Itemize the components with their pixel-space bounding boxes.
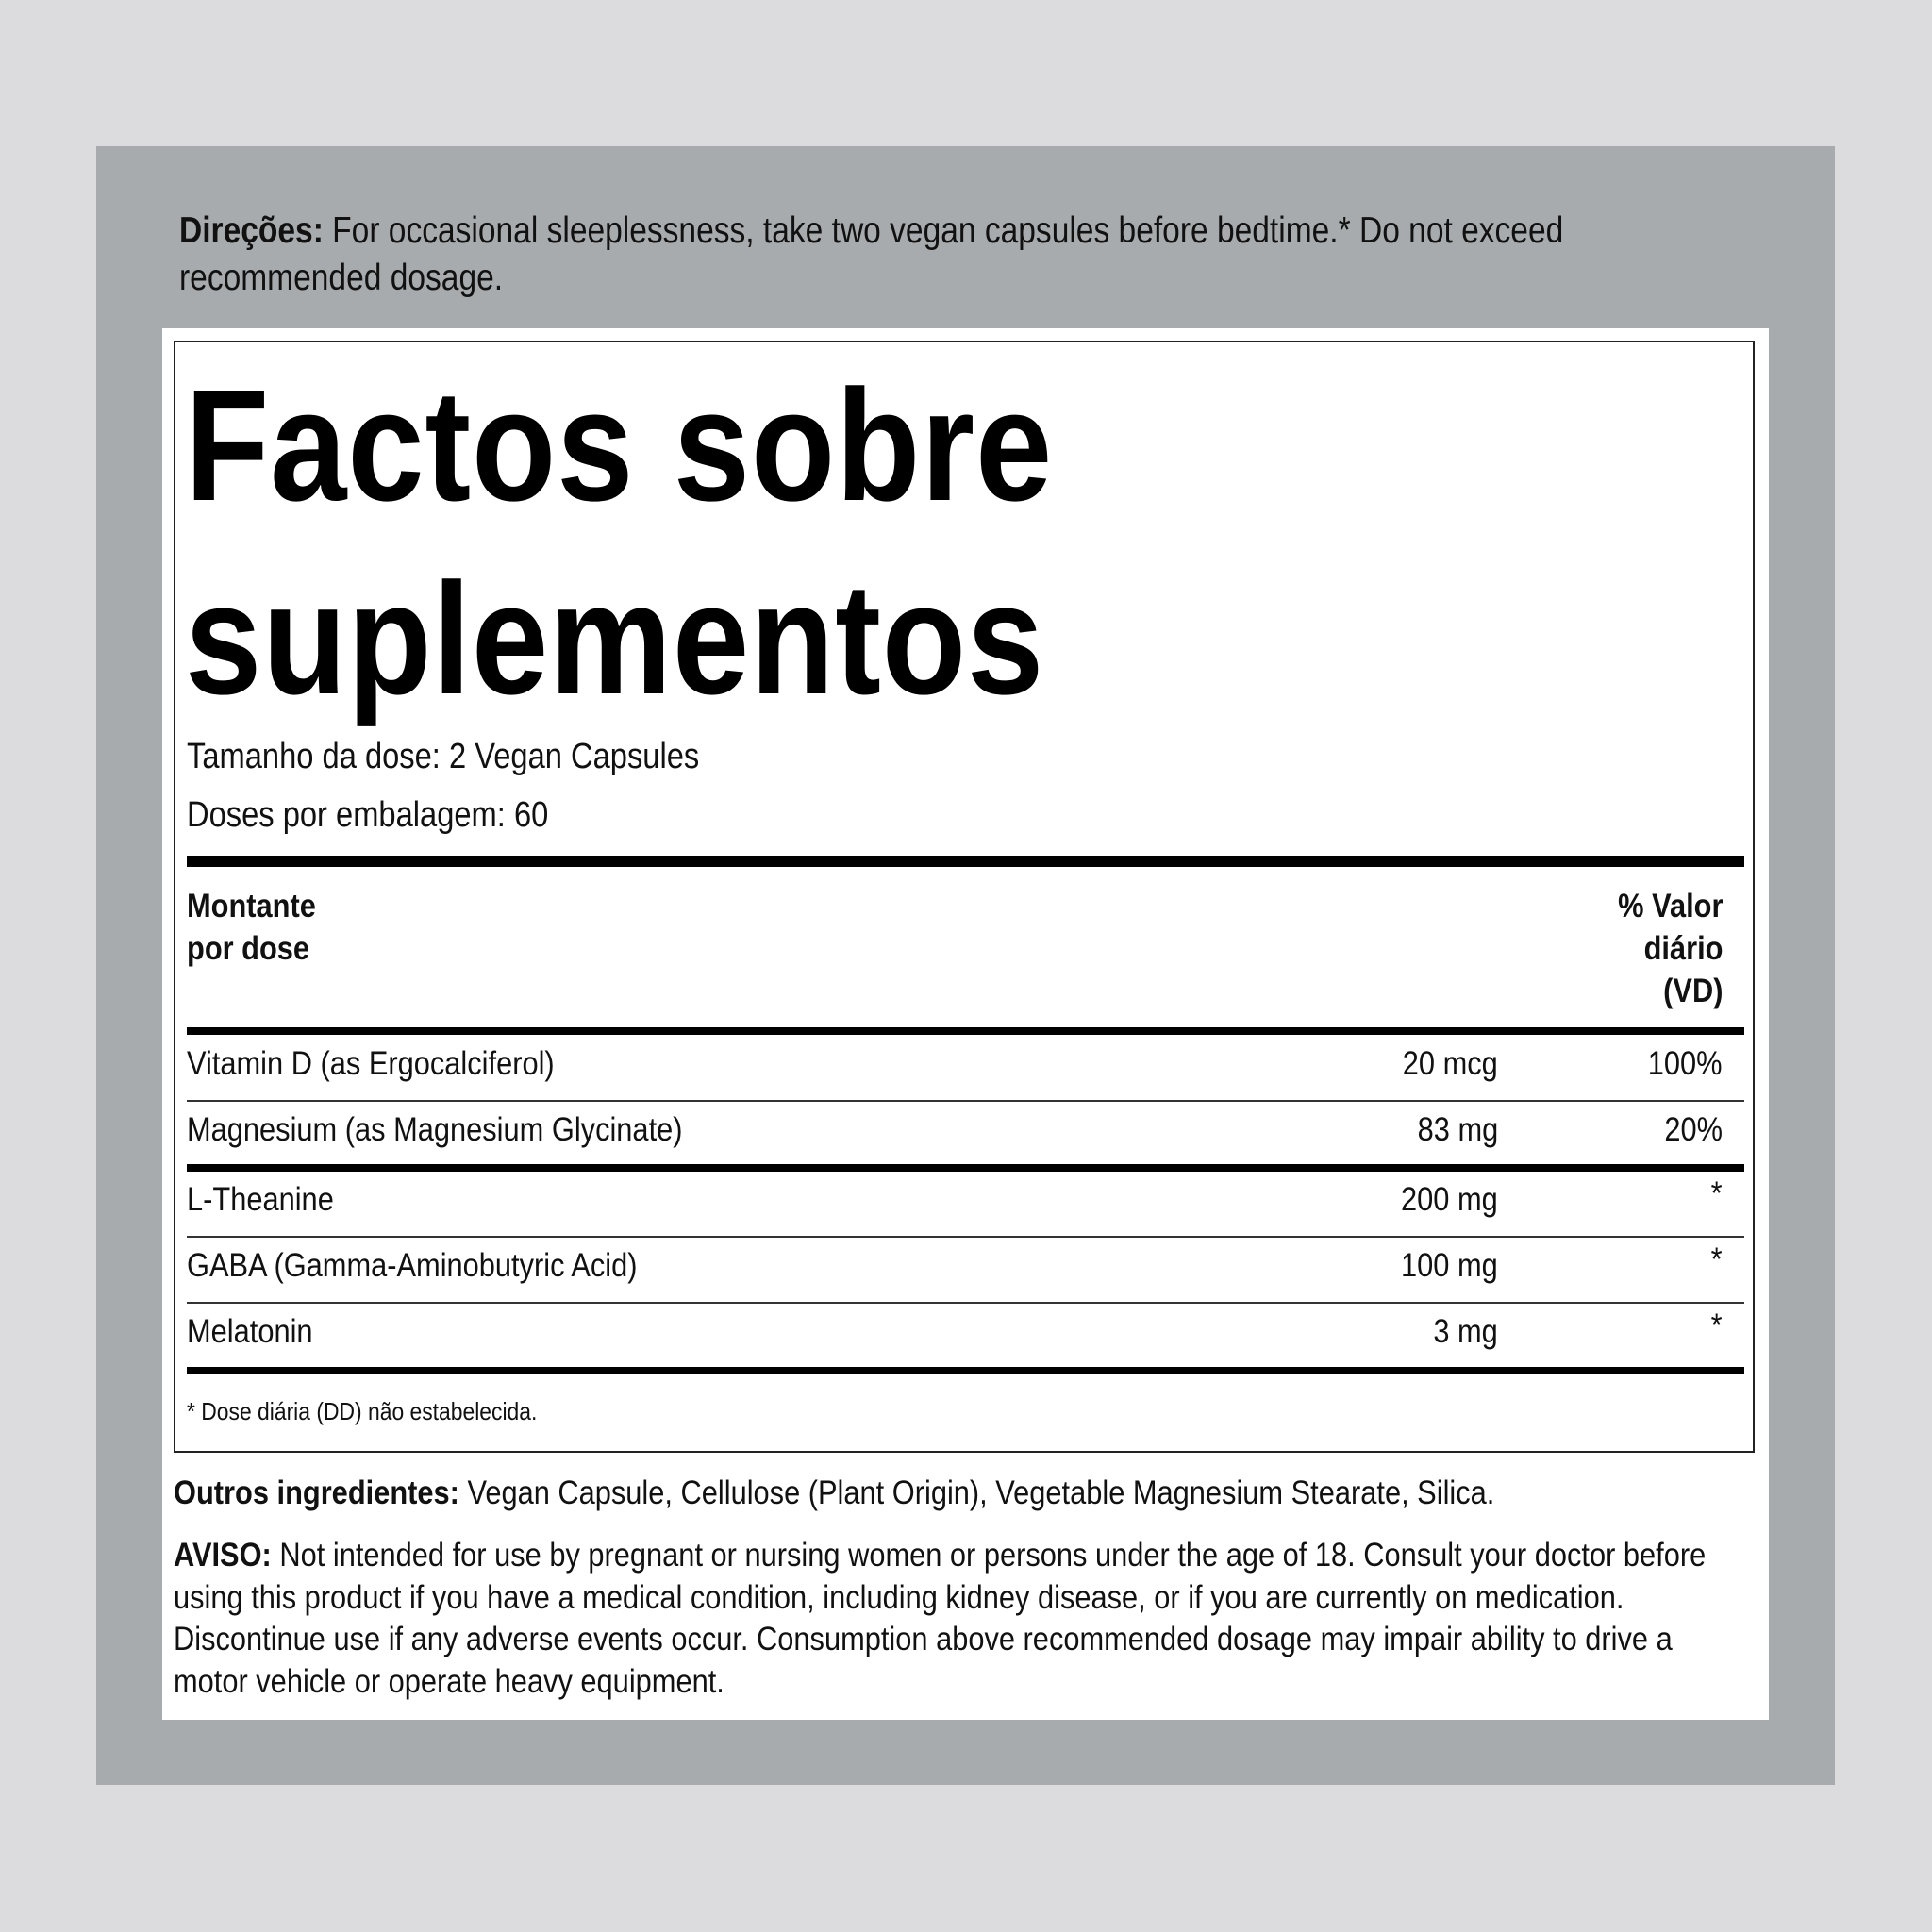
- divider-medium: [187, 1027, 1744, 1035]
- nutrient-name: Vitamin D (as Ergocalciferol): [187, 1045, 555, 1082]
- divider-thick: [187, 856, 1744, 867]
- dv-header-line-2: diário: [1643, 930, 1723, 967]
- amount-header-line-2: por dose: [187, 930, 310, 967]
- directions-text: [179, 208, 1640, 302]
- serving-size: Tamanho da dose: 2 Vegan Capsules: [187, 737, 700, 776]
- row-divider: [187, 1302, 1744, 1304]
- dv-header-line-3: (VD): [1662, 973, 1723, 1009]
- title-line-1: Factos sobre: [185, 357, 1054, 534]
- dv-header-line-1: % Valor: [1617, 888, 1723, 924]
- servings-per-container: Doses por embalagem: 60: [187, 795, 549, 835]
- nutrient-amount: 83 mg: [1417, 1111, 1498, 1148]
- other-ingredients-text: Vegan Capsule, Cellulose (Plant Origin), Vegetable Magnesium Stearate, Silica.: [458, 1474, 1495, 1511]
- nutrient-daily-value: *: [1711, 1175, 1723, 1212]
- warning-line-2: using this product if you have a medical condition, including kidney disease, or if you are currently on medication.: [174, 1578, 1624, 1616]
- nutrient-name: GABA (Gamma-Aminobutyric Acid): [187, 1247, 638, 1284]
- nutrient-name: L-Theanine: [187, 1181, 334, 1218]
- daily-value-footnote: * Dose diária (DD) não estabelecida.: [187, 1397, 538, 1425]
- nutrient-amount: 20 mcg: [1402, 1045, 1498, 1082]
- nutrient-daily-value: *: [1711, 1307, 1723, 1344]
- directions-body: For occasional sleeplessness, take two vegan capsules before bedtime.* Do not exceed recommended dosage.: [179, 210, 1564, 298]
- nutrient-daily-value: 100%: [1648, 1045, 1723, 1082]
- warning-line-1: Not intended for use by pregnant or nursing women or persons under the age of 18. Consult your doctor before: [271, 1537, 1707, 1574]
- row-divider: [187, 1100, 1744, 1102]
- nutrient-daily-value: *: [1711, 1241, 1723, 1278]
- warning-line-4: motor vehicle or operate heavy equipment.: [174, 1662, 724, 1700]
- nutrient-amount: 200 mg: [1401, 1181, 1498, 1218]
- other-ingredients: [174, 1472, 1494, 1515]
- supplement-facts-title: [185, 349, 1053, 736]
- nutrient-daily-value: 20%: [1664, 1111, 1723, 1148]
- other-ingredients-label: Outros ingredientes:: [174, 1474, 459, 1511]
- daily-value-header: [1618, 885, 1723, 1012]
- divider-medium: [187, 1164, 1744, 1172]
- directions-label: Direções:: [179, 210, 324, 251]
- warning-label: AVISO:: [174, 1537, 272, 1574]
- nutrient-name: Magnesium (as Magnesium Glycinate): [187, 1111, 683, 1148]
- warning-line-3: Discontinue use if any adverse events occur. Consumption above recommended dosage may impair ability to drive a: [174, 1621, 1673, 1657]
- amount-per-serving-header: [187, 885, 316, 970]
- nutrient-amount: 100 mg: [1401, 1247, 1498, 1284]
- warning-text: [174, 1535, 1751, 1703]
- divider-medium: [187, 1367, 1744, 1374]
- title-line-2: suplementos: [185, 550, 1045, 727]
- row-divider: [187, 1236, 1744, 1238]
- nutrient-name: Melatonin: [187, 1313, 313, 1350]
- amount-header-line-1: Montante: [187, 888, 316, 924]
- nutrient-amount: 3 mg: [1433, 1313, 1498, 1350]
